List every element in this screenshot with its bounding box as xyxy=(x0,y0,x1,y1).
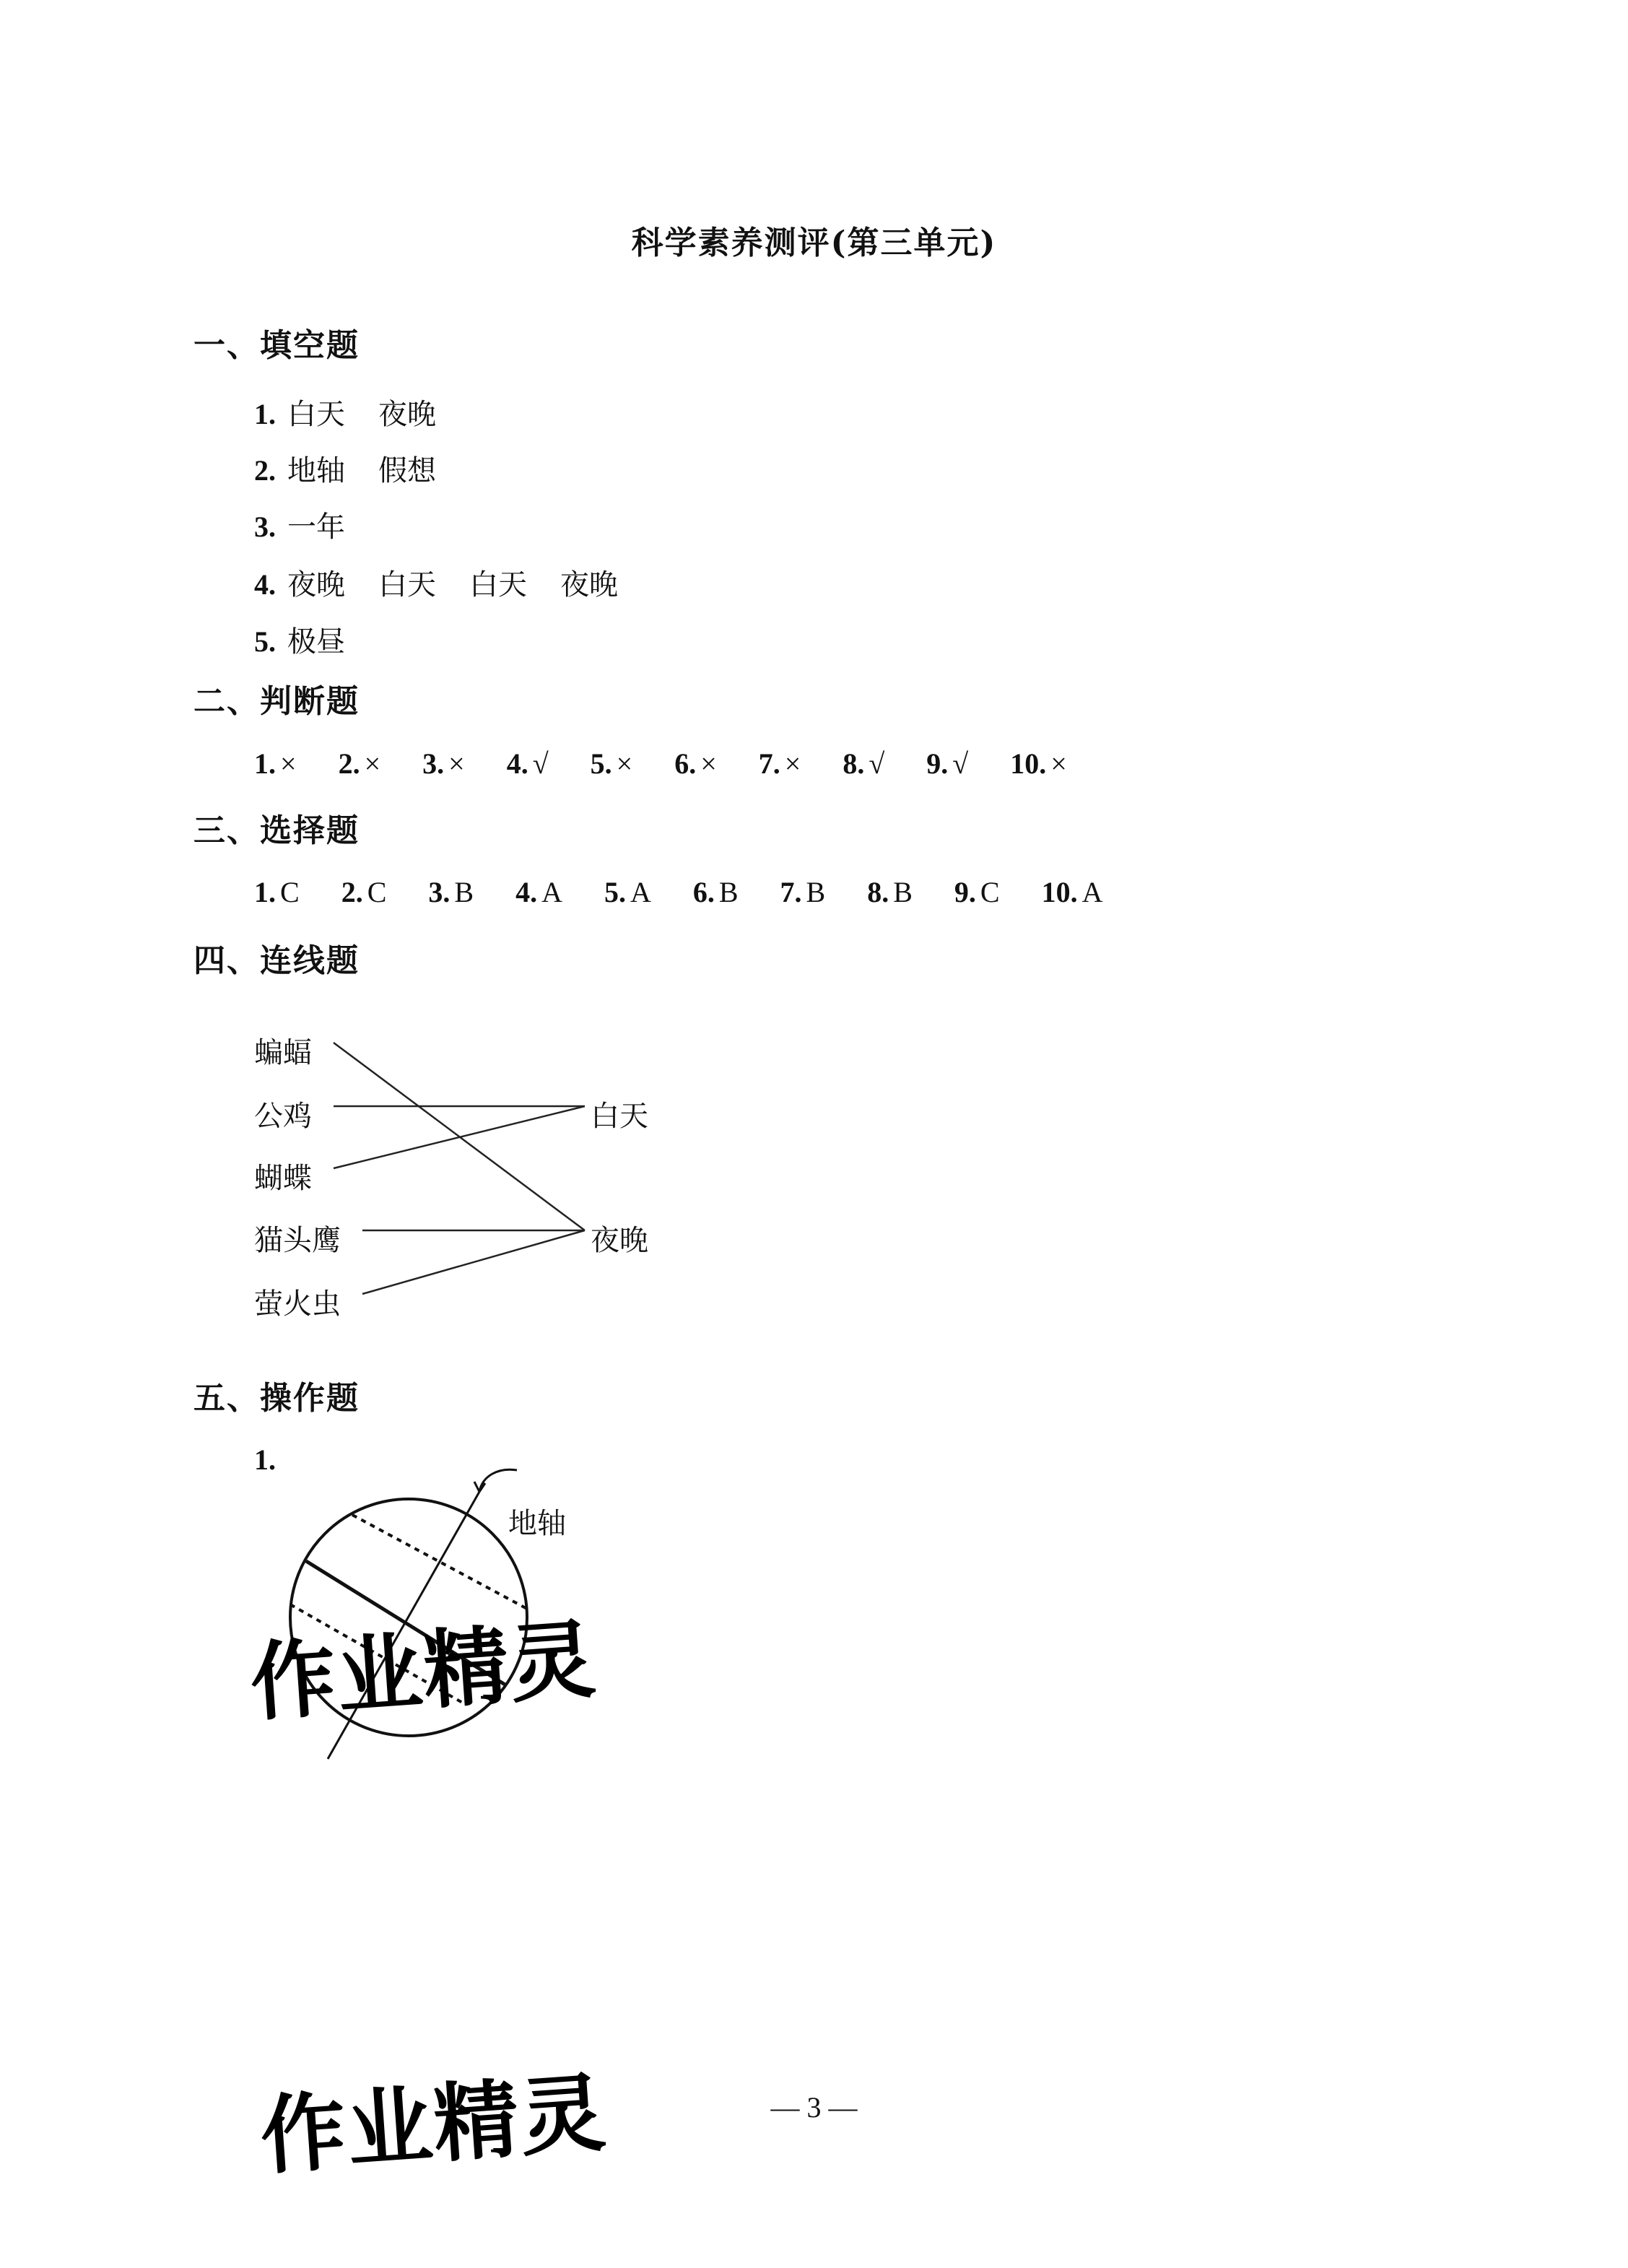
item-number: 6. xyxy=(674,747,697,780)
item-number: 3. xyxy=(428,876,450,908)
matching-line xyxy=(334,1106,585,1168)
item-number: 2. xyxy=(338,747,360,780)
item-number: 9. xyxy=(926,747,949,780)
fill-answer: 白天 xyxy=(469,568,527,601)
page-title: 科学素养测评(第三单元) xyxy=(631,225,997,261)
fill-answer: 假想 xyxy=(378,454,436,487)
answer-value: B xyxy=(718,876,739,908)
answer-value: B xyxy=(806,876,826,908)
matching-left-item: 蝙蝠 xyxy=(254,1036,312,1069)
matching-right-item: 夜晚 xyxy=(591,1224,648,1257)
item-number: 2. xyxy=(254,454,276,487)
answer-value: B xyxy=(893,876,913,908)
item-number: 4. xyxy=(254,568,276,601)
item-number: 9. xyxy=(954,876,976,908)
watermark-logo: 作业精灵 xyxy=(257,2062,610,2186)
item-number: 5. xyxy=(590,747,612,780)
item-number: 1. xyxy=(254,747,276,780)
item-number: 3. xyxy=(422,747,445,780)
operation-item-number: 1. xyxy=(254,1443,276,1476)
answer-value: × xyxy=(448,747,465,780)
matching-left-item: 猫头鹰 xyxy=(254,1224,341,1257)
item-number: 7. xyxy=(758,747,780,780)
fill-answer: 夜晚 xyxy=(287,568,345,601)
answer-value: A xyxy=(1081,876,1103,908)
matching-left-item: 萤火虫 xyxy=(254,1287,341,1321)
answer-value: √ xyxy=(532,747,549,780)
matching-left-item: 公鸡 xyxy=(254,1100,312,1133)
item-number: 5. xyxy=(254,625,276,658)
matching-lines xyxy=(334,1043,585,1294)
item-number: 1. xyxy=(254,876,276,908)
fill-answer: 一年 xyxy=(287,510,345,544)
fill-answer: 地轴 xyxy=(287,454,345,487)
answer-value: B xyxy=(454,876,474,908)
answer-value: × xyxy=(280,747,297,780)
fill-answer: 极昼 xyxy=(287,625,345,659)
section-heading-operation: 五、操作题 xyxy=(193,1380,360,1417)
matching-right-item: 白天 xyxy=(591,1100,648,1133)
item-number: 4. xyxy=(506,747,528,780)
answer-value: A xyxy=(630,876,651,908)
axis-label: 地轴 xyxy=(508,1507,566,1540)
fill-answer: 夜晚 xyxy=(378,398,436,431)
answer-value: × xyxy=(364,747,381,780)
answer-value: √ xyxy=(869,747,885,780)
answer-value: C xyxy=(280,876,300,908)
item-number: 5. xyxy=(604,876,626,908)
answer-value: √ xyxy=(952,747,969,780)
item-number: 8. xyxy=(867,876,889,908)
item-number: 3. xyxy=(254,510,276,543)
answer-value: × xyxy=(700,747,717,780)
watermark-logo: 作业精灵 xyxy=(247,1609,600,1733)
item-number: 7. xyxy=(780,876,802,908)
item-number: 6. xyxy=(692,876,715,908)
answer-value: C xyxy=(980,876,1000,908)
item-number: 10. xyxy=(1041,876,1078,908)
matching-line xyxy=(362,1230,585,1294)
fill-answer: 白天 xyxy=(287,398,345,431)
section-heading-choice: 三、选择题 xyxy=(193,812,360,849)
section-heading-fill: 一、填空题 xyxy=(193,327,360,364)
item-number: 1. xyxy=(254,398,276,430)
section-heading-judge: 二、判断题 xyxy=(193,683,360,720)
answer-value: C xyxy=(367,876,387,908)
item-number: 8. xyxy=(843,747,865,780)
answer-value: × xyxy=(784,747,801,780)
page-number: — 3 — xyxy=(770,2091,858,2124)
answer-value: A xyxy=(541,876,562,908)
axis-rotation-arrow xyxy=(474,1469,517,1492)
answer-value: × xyxy=(616,747,633,780)
answer-value: × xyxy=(1050,747,1067,780)
fill-answer: 白天 xyxy=(378,568,436,601)
item-number: 4. xyxy=(515,876,538,908)
matching-left-item: 蝴蝶 xyxy=(254,1162,312,1195)
fill-answer: 夜晚 xyxy=(560,568,618,601)
section-heading-matching: 四、连线题 xyxy=(193,942,360,979)
item-number: 2. xyxy=(341,876,363,908)
item-number: 10. xyxy=(1010,747,1047,780)
